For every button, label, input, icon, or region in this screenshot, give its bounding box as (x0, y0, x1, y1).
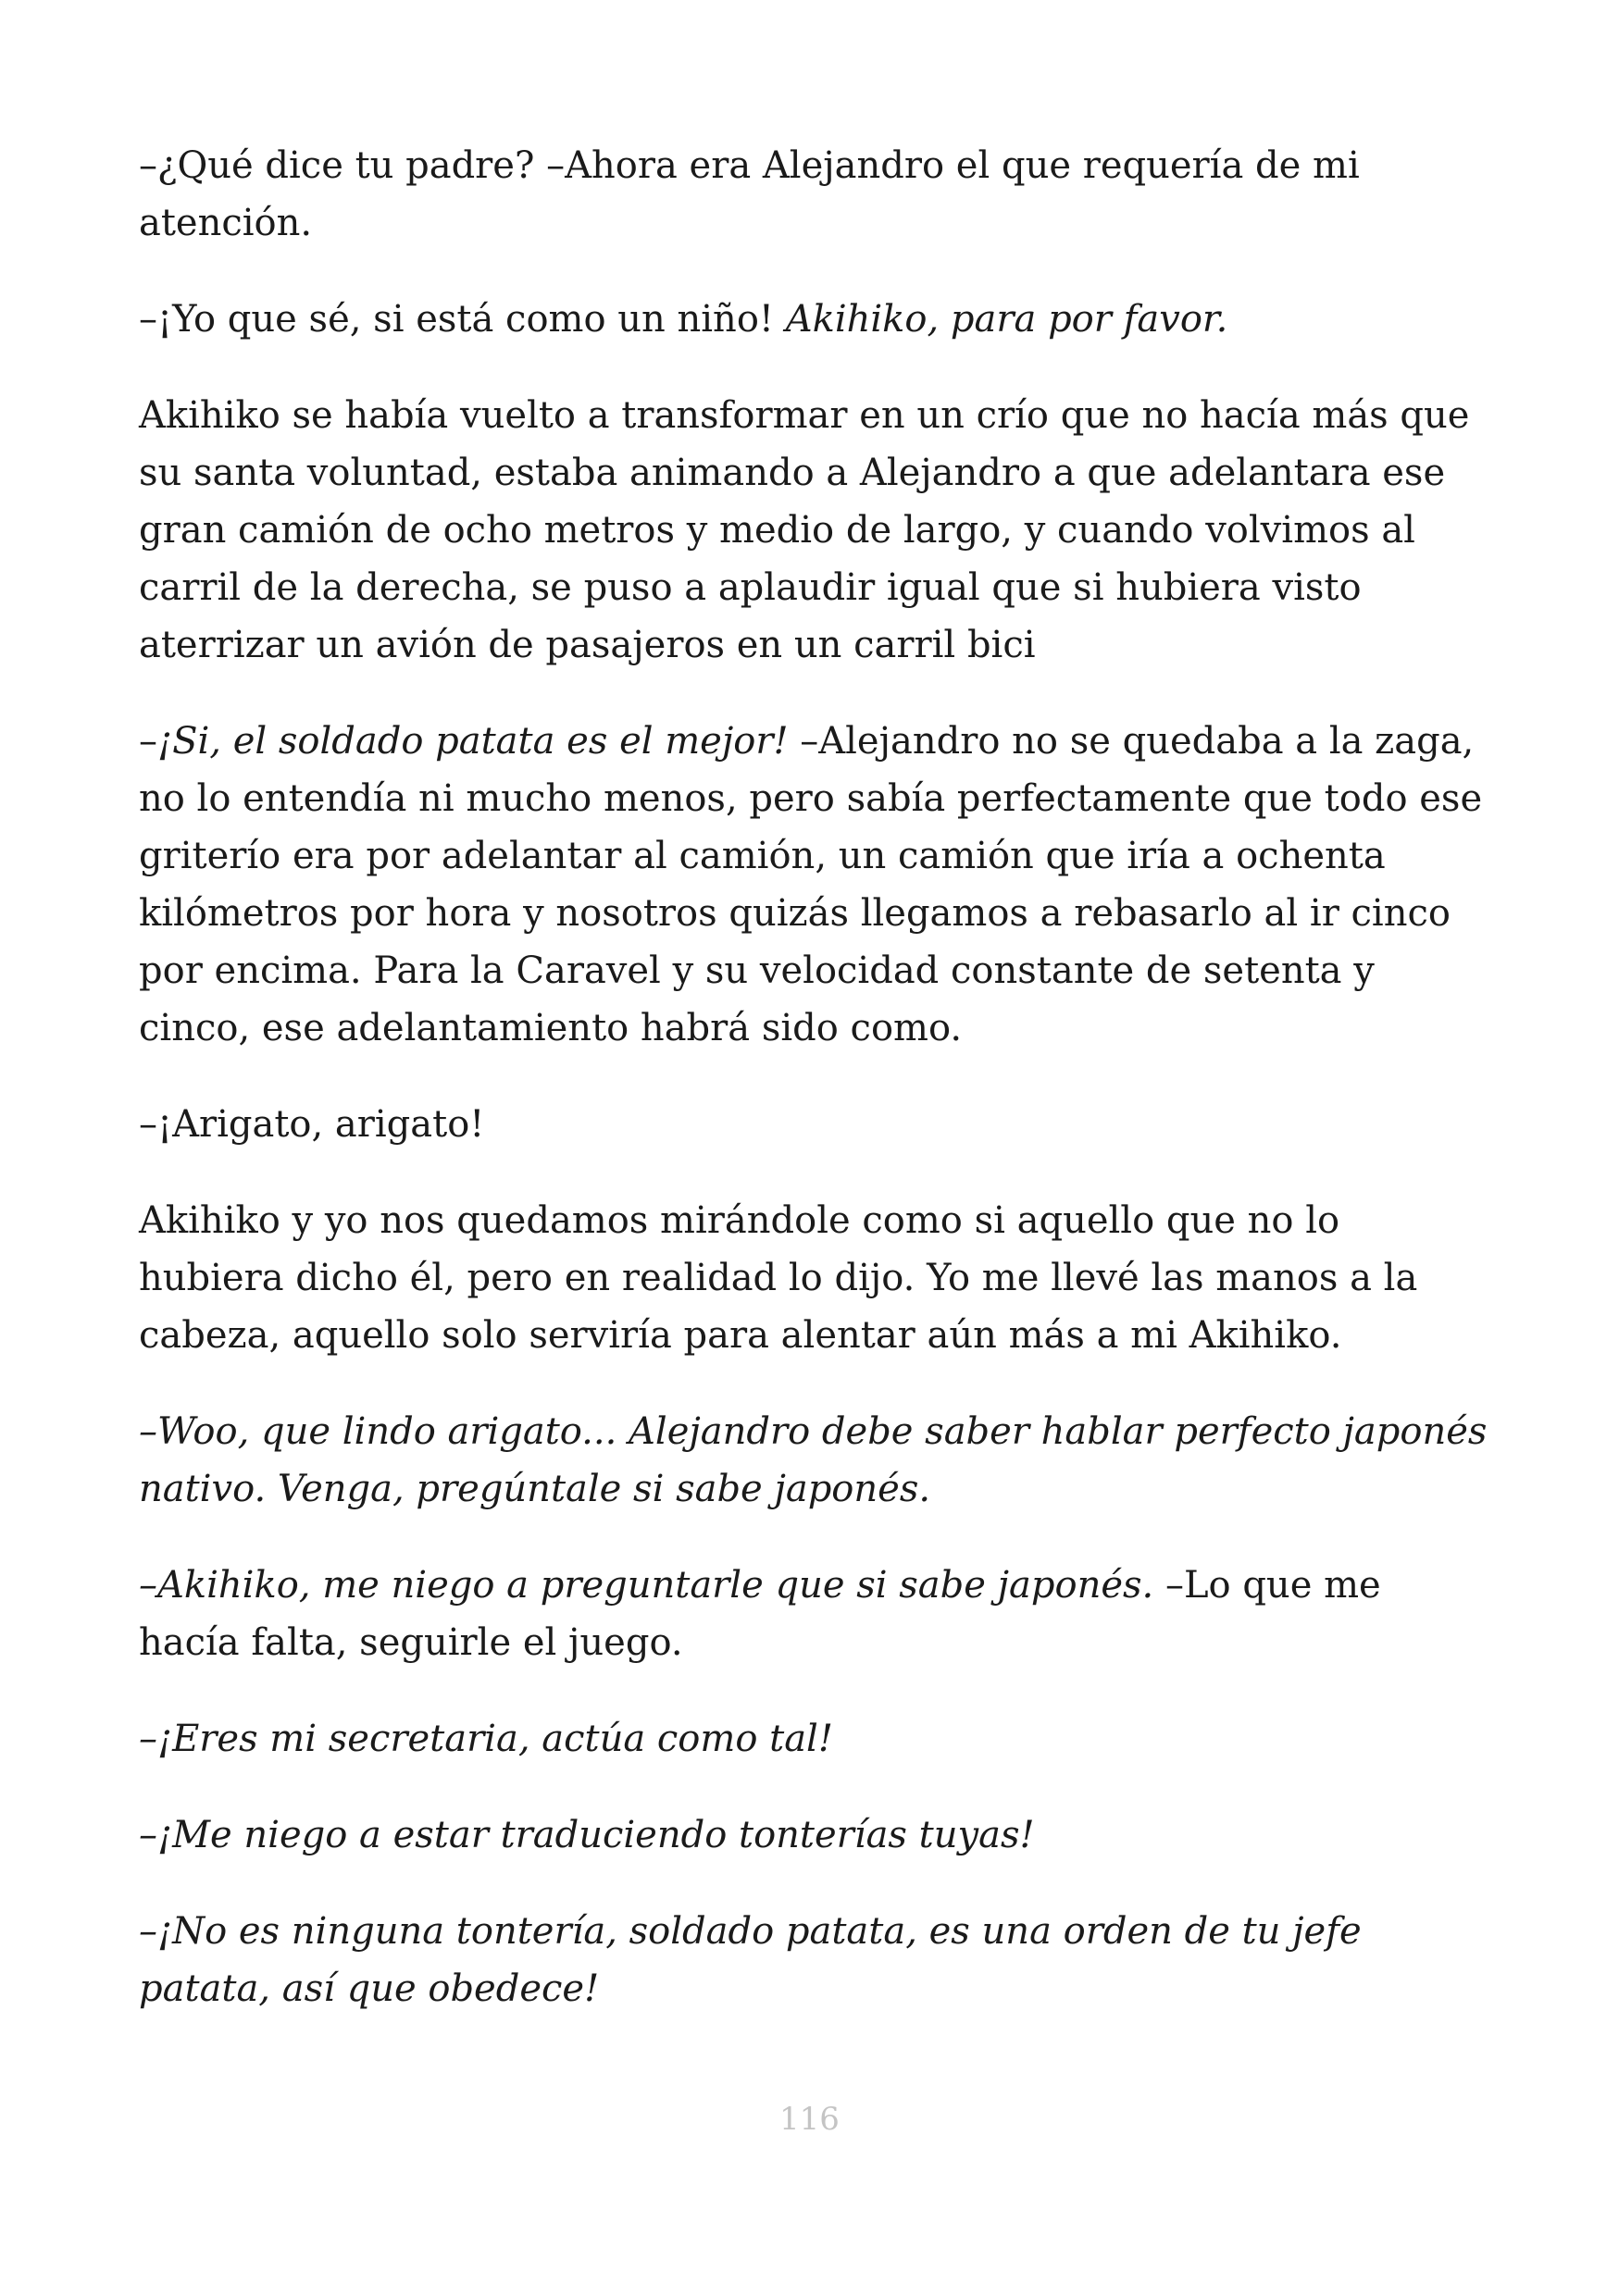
page-number: 116 (779, 2101, 840, 2138)
paragraph-1 (139, 137, 1490, 252)
body-text (139, 137, 1490, 2056)
paragraph-6 (139, 1192, 1490, 1364)
dialogue-text: –¿Qué dice tu padre? –Ahora era Alejandro el que requería de mi atención. (139, 144, 1360, 244)
narration-text: Akihiko y yo nos quedamos mirándole como si aquello que no lo hubiera dicho él, pero en realidad lo dijo. Yo me llevé las manos a la cabeza, aquello solo serviría para alentar aún más a mi Akihiko. (139, 1199, 1418, 1357)
narration-text: Akihiko se había vuelto a transformar en un crío que no hacía más que su santa voluntad, estaba animando a Alejandro a que adelantara ese gran camión de ocho metros y medio de largo, y cuando volvimos al carril de la derecha, se puso a aplaudir igual que si hubiera visto aterrizar un avión de pasajeros en un carril bici (139, 394, 1470, 666)
paragraph-3 (139, 387, 1490, 674)
paragraph-8 (139, 1557, 1490, 1671)
paragraph-4 (139, 713, 1490, 1057)
italic-dialogue: –¡Me niego a estar traduciendo tonterías tuyas! (139, 1814, 1035, 1856)
dialogue-text: –¡Arigato, arigato! (139, 1103, 485, 1146)
narration-text: –Lo que me hacía falta, seguirle el juego. (139, 1564, 1381, 1664)
dialogue-dash: – (139, 720, 157, 763)
dialogue-text: –¡Yo que sé, si está como un niño! (139, 298, 786, 341)
italic-dialogue: –Akihiko, me niego a preguntarle que si sabe japonés. (139, 1564, 1154, 1607)
paragraph-9 (139, 1710, 1490, 1768)
italic-dialogue: ¡Si, el soldado patata es el mejor! (157, 720, 789, 763)
paragraph-11 (139, 1903, 1490, 2017)
italic-dialogue: –¡Eres mi secretaria, actúa como tal! (139, 1718, 833, 1760)
italic-dialogue: –Woo, que lindo arigato... Alejandro debe saber hablar perfecto japonés nativo. Venga, pregúntale si sabe japonés. (139, 1410, 1488, 1510)
narration-text: –Alejandro no se quedaba a la zaga, no lo entendía ni mucho menos, pero sabía perfectamente que todo ese griterío era por adelantar al camión, un camión que iría a ochenta kilómetros por hora y nosotros quizás llegamos a rebasarlo al ir cinco por encima. Para la Caravel y su velocidad constante de setenta y cinco, ese adelantamiento habrá sido como. (139, 720, 1483, 1049)
italic-dialogue: Akihiko, para por favor. (785, 298, 1228, 341)
paragraph-2 (139, 291, 1490, 348)
paragraph-7 (139, 1403, 1490, 1518)
paragraph-10 (139, 1806, 1490, 1864)
paragraph-5 (139, 1096, 1490, 1153)
italic-dialogue: –¡No es ninguna tontería, soldado patata, es una orden de tu jefe patata, así que obedece! (139, 1910, 1362, 2010)
